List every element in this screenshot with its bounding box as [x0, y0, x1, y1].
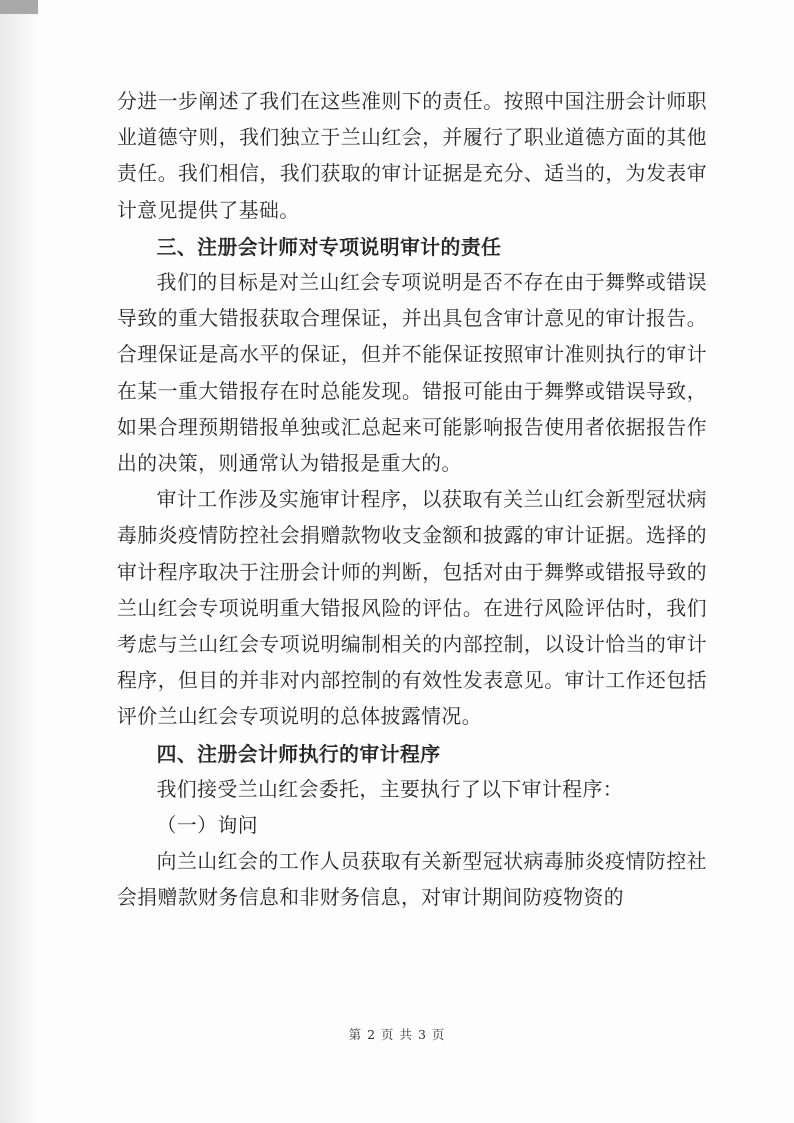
- paragraph-procedures-intro: 我们接受兰山红会委托，主要执行了以下审计程序：: [156, 777, 624, 801]
- paragraph-continuation: 分进一步阐述了我们在这些准则下的责任。按照中国注册会计师职业道德守则，我们独立于兰山红会，并履行了职业道德方面的其他责任。我们相信，我们获取的审计证据是充分、适当的，为发表审计意见提供了基础。: [117, 90, 707, 222]
- document-body: [117, 84, 707, 917]
- subheading-inquiry: （一）询问: [156, 814, 259, 838]
- section-heading-3: 三、注册会计师对专项说明审计的责任: [156, 234, 502, 259]
- section-heading-4: 四、注册会计师执行的审计程序: [156, 741, 441, 766]
- paragraph-audit-objective: 我们的目标是对兰山红会专项说明是否不存在由于舞弊或错误导致的重大错报获取合理保证，并出具包含审计意见的审计报告。合理保证是高水平的保证，但并不能保证按照审计准则执行的审计在某一重大错报存在时总能发现。错报可能由于舞弊或错误导致，如果合理预期错报单独或汇总起来可能影响报告使用者依据报告作出的决策，则通常认为错报是重大的。: [117, 271, 707, 476]
- scan-corner-mark: [0, 0, 38, 14]
- scan-edge-shadow: [0, 0, 40, 1123]
- page-number-footer: 第 2 页 共 3 页: [348, 1027, 446, 1042]
- paragraph-audit-work: 审计工作涉及实施审计程序，以获取有关兰山红会新型冠状病毒肺炎疫情防控社会捐赠款物收支金额和披露的审计证据。选择的审计程序取决于注册会计师的判断，包括对由于舞弊或错报导致的兰山红会专项说明重大错报风险的评估。在进行风险评估时，我们考虑与兰山红会专项说明编制相关的内部控制，以设计恰当的审计程序，但目的并非对内部控制的有效性发表意见。审计工作还包括评价兰山红会专项说明的总体披露情况。: [117, 488, 707, 729]
- paragraph-inquiry: 向兰山红会的工作人员获取有关新型冠状病毒肺炎疫情防控社会捐赠款财务信息和非财务信息，对审计期间防疫物资的: [117, 850, 707, 910]
